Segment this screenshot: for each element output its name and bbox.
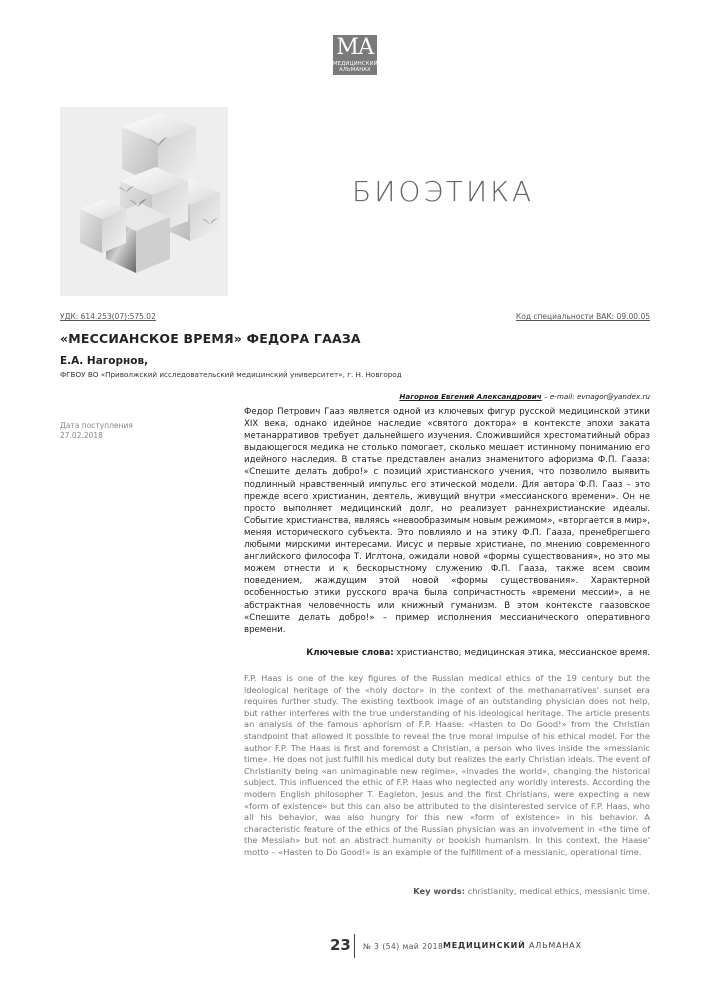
keywords-en-text: christianity, medical ethics, messianic time.	[465, 886, 650, 896]
contact-line	[399, 392, 650, 401]
section-illustration	[60, 107, 228, 296]
abstract-russian: Федор Петрович Гааз является одной из ключевых фигур русской медицинской этики XIX века, однако идейное наследие «святого доктора» в контексте эпохи заката метанарративов требует дальнейшего изучения. Сложившийся хрестоматийный образ выдающегося медика не столько помогает, сколько мешает истинному пониманию его идейного наследия. В статье представлен анализ знаменитого афоризма Ф.П. Гааза: «Спешите делать добро!» с позиций христианского учения, что позволило выявить подлинный нравственный импульс его этической модели. Для автора Ф.П. Гааз – это прежде всего христианин, деятель, живущий внутри «мессианского времени». Он не просто выполняет медицинский долг, но реализует раннехристианские идеалы. Событие христианства, являясь «невообразимым новым режимом», «вторгается в мир», меняя исторического субъекта. Это повлияло и на этику Ф.П. Гааза, пренебрегшего любыми мирскими интересами. Иисус и первые христиане, по мнению современного английского философа Т. Иглтона, ожидали новой «формы существования», но это мы можем отнести и к бескорыстному служению Ф.П. Гааза, также всем своим поведением, жаждущим этой новой «формы существования». Характерной особенностью этики русского врача была сопричастность «времени мессии», а не абстрактная человечность или книжный гуманизм. В этом контексте гаазовское «Спешите делать добро!» – пример исполнения мессианического оперативного времени.	[244, 407, 650, 635]
journal-name	[443, 941, 582, 950]
vak-code: Код специальности ВАК: 09.00.05	[515, 312, 650, 321]
keywords-ru-text: христианство, медицинская этика, мессианское время.	[393, 648, 650, 658]
cubes-image	[60, 107, 228, 296]
journal-name-bold: МЕДИЦИНСКИЙ	[443, 941, 526, 950]
author-name: Е.А. Нагорнов,	[60, 355, 149, 367]
logo-line1: МЕДИЦИНСКИЙ	[333, 61, 378, 67]
contact-email[interactable]: – e-mail: evnagor@yandex.ru	[541, 392, 650, 401]
page-number: 23	[330, 936, 351, 954]
keywords-russian	[244, 648, 650, 658]
received-block	[60, 421, 133, 441]
received-label: Дата поступления	[60, 421, 133, 430]
keywords-ru-label: Ключевые слова:	[306, 648, 394, 658]
logo-letters: МА	[336, 35, 374, 60]
article-title: «МЕССИАНСКОЕ ВРЕМЯ» ФЕДОРА ГААЗА	[60, 331, 361, 346]
keywords-english	[244, 886, 650, 896]
section-title: БИОЭТИКА	[352, 175, 535, 208]
author-affiliation: ФГБОУ ВО «Приволжский исследовательский медицинский университет», г. Н. Новгород	[60, 370, 402, 379]
journal-name-rest: АЛЬМАНАХ	[525, 941, 582, 950]
contact-name: Нагорнов Евгений Александрович	[399, 392, 542, 401]
footer-divider	[354, 934, 355, 958]
abstract-english: F.P. Haas is one of the key figures of the Russian medical ethics of the 19 century but the ideological heritage of the «holy doctor» in the context of the methanarratives' sunset era requires further study. The existing textbook image of an outstanding physician does not help, but rather interferes with the true understanding of his ideological heritage. The article presents an analysis of the famous aphorism of F.P. Haase: «Hasten to Do Good!» from the Christian standpoint that allowed it possible to reveal the true moral impulse of his ethical model. For the author F.P. The Haas is first and foremost a Christian, a person who lives inside the «messianic time». He does not just fulfill his medical duty but realizes the early Christian ideals. The event of Christianity being «an unimaginable new regime», «invades the world», changing the historical subject. This influenced the ethic of F.P. Haas who neglected any worldly interests. According the modern English philosopher T. Eagleton, Jesus and the first Christians, were expecting a new «form of existence» but this can also be attributed to the disinterested service of F.P. Haas, who all his behavior, was also hungry for this new «form of existence» in his behavior. A characteristic feature of the ethics of the Russian physician was an involvement in «the time of the Messiah» but not an abstract humanity or bookish humanism. In this context, the Haase' motto – «Hasten to Do Good!» is an example of the fulfillment of a messianic, operational time.	[244, 673, 650, 857]
received-date: 27.02.2018	[60, 431, 103, 440]
logo-line2: АЛЬМАНАХ	[339, 67, 371, 73]
issue-info: № 3 (54) май 2018	[363, 942, 444, 951]
keywords-en-label: Key words:	[413, 886, 466, 896]
udc-code: УДК: 614.253(07):575.02	[60, 312, 156, 321]
journal-logo	[333, 35, 377, 75]
